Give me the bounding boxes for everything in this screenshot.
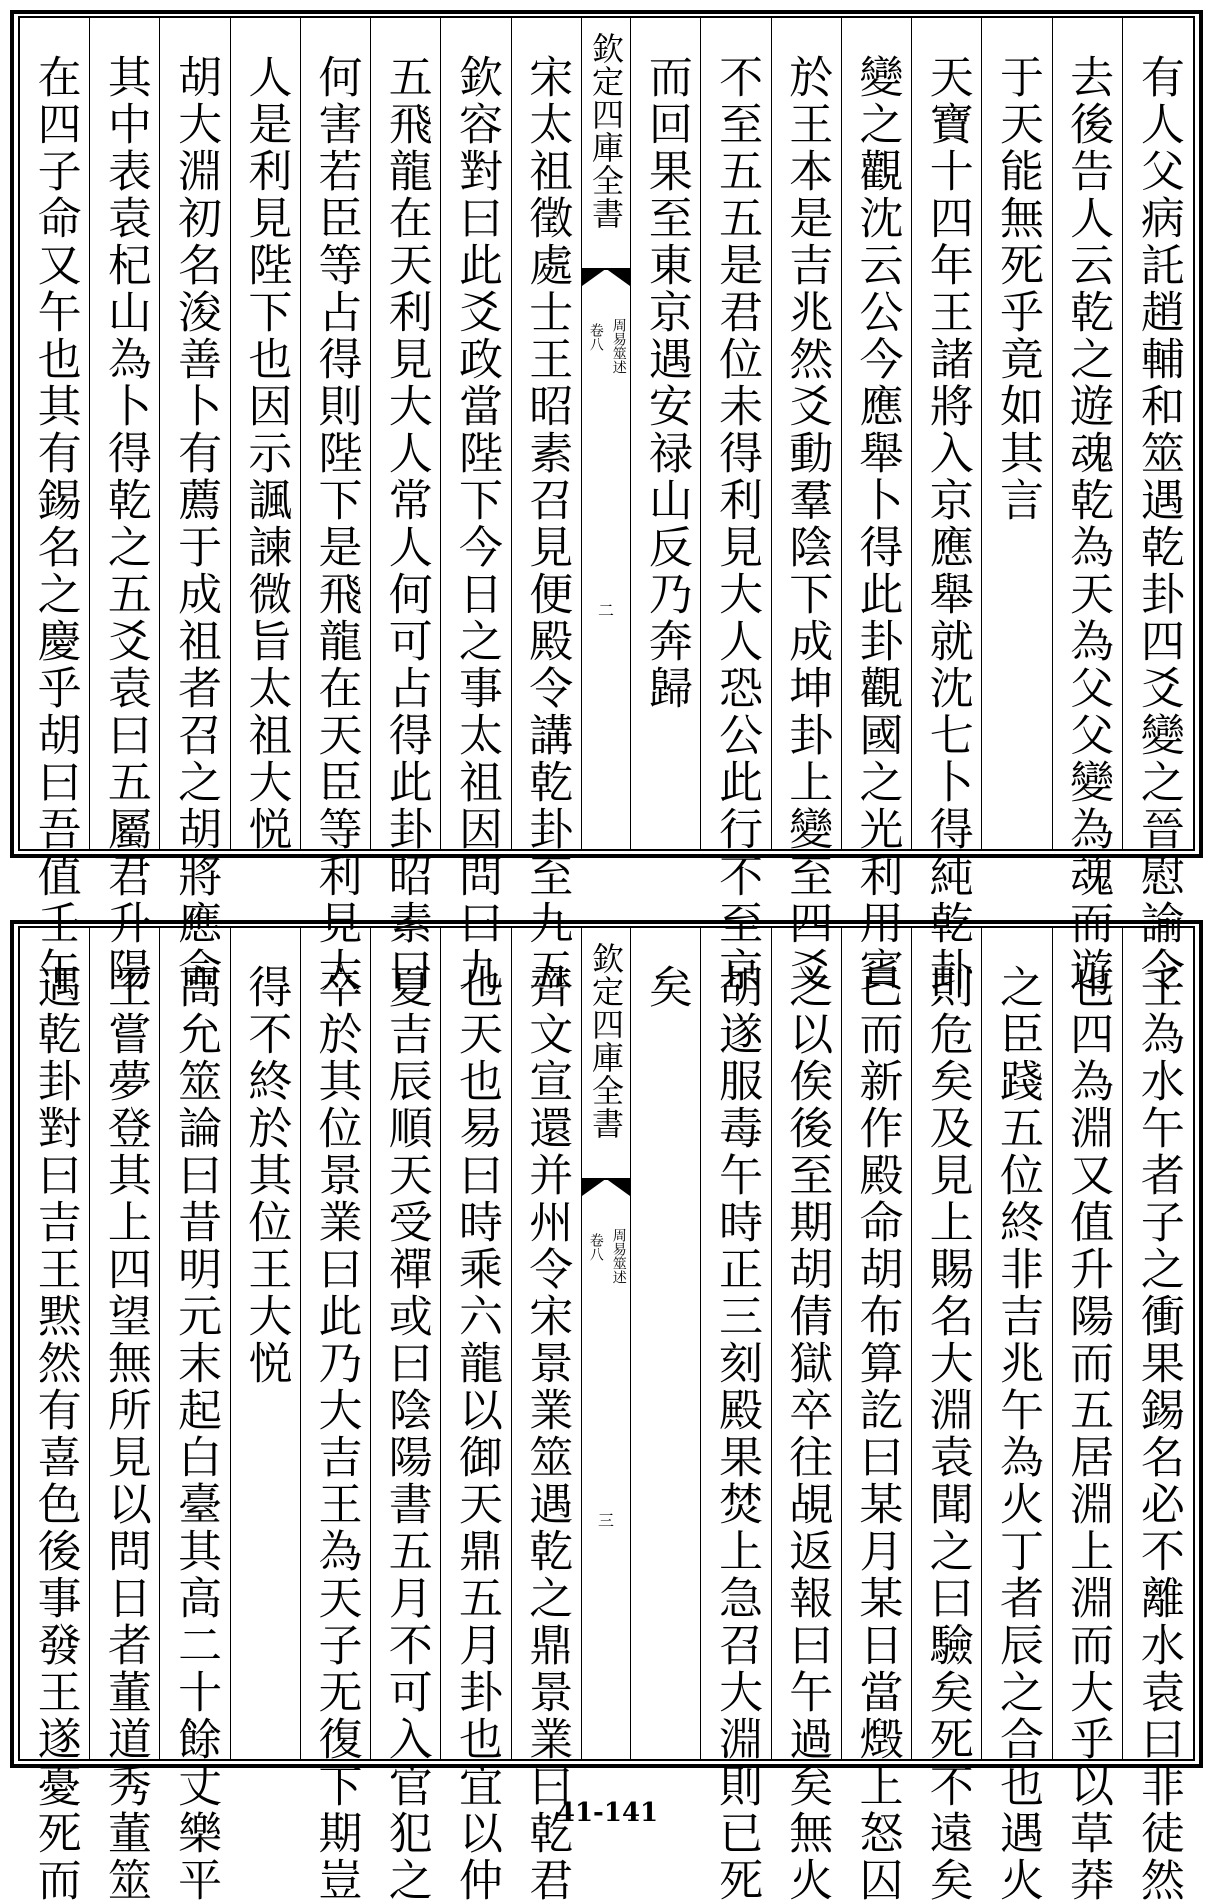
column-text: 王嘗夢登其上四望無所見以問日者董道秀董筮 (99, 964, 151, 1904)
folio-number: 三 (598, 1511, 615, 1530)
text-columns (20, 18, 1193, 994)
column-text: 去後告人云乾之遊魂乾為天為父父變為魂而遊 (1062, 54, 1114, 994)
text-column (912, 18, 982, 994)
column-text: 于天能無死乎竟如其言 (991, 54, 1043, 524)
column-text: 胡遂服毒午時正三刻殿果焚上急召大淵則已死 (711, 964, 763, 1904)
text-column (20, 928, 90, 1904)
text-column (842, 18, 912, 994)
text-column (1053, 928, 1123, 1904)
text-column (701, 928, 771, 1904)
spine-title: 欽定四庫全書 (587, 942, 626, 1140)
column-text: 不至五五是君位未得利見大人恐公此行不至京 (711, 54, 763, 994)
text-column (512, 928, 582, 1904)
text-column (1123, 928, 1193, 1904)
column-text: 也天也易曰時乘六龍以御天鼎五月卦也宜以仲 (450, 964, 502, 1904)
text-column (1053, 18, 1123, 994)
text-column (301, 18, 371, 994)
center-spine (582, 928, 631, 1759)
page-inner-frame (18, 16, 1195, 994)
column-text: 已而新作殿命胡布算訖曰某月某日當燬上怒囚 (851, 964, 903, 1904)
text-column (842, 928, 912, 1904)
text-column (231, 928, 301, 1759)
folio-number: 二 (598, 601, 615, 620)
text-column (772, 928, 842, 1904)
text-column (20, 18, 90, 994)
spine-volume: 卷八 (587, 1233, 604, 1261)
center-spine (582, 18, 631, 849)
column-text: 矣 (640, 964, 692, 1011)
fishtail-mark (582, 268, 630, 320)
spine-volume: 卷八 (587, 323, 604, 351)
text-column (772, 18, 842, 994)
text-column (160, 18, 230, 994)
fishtail-mark (582, 1178, 630, 1230)
spine-title: 欽定四庫全書 (587, 32, 626, 230)
spine-book-title: 周易筮述 (610, 1228, 627, 1284)
column-text: 得不終於其位王大悦 (240, 964, 292, 1387)
column-text: 宋太祖徵處士王昭素召見便殿令講乾卦至九五 (521, 54, 573, 994)
text-column (371, 928, 441, 1904)
column-text: 欽容對曰此爻政當陛下今日之事太祖因問曰九 (450, 54, 502, 994)
text-column (1123, 18, 1193, 994)
column-text: 天寶十四年王諸將入京應舉就沈七卜得純乾卦 (921, 54, 973, 994)
column-text: 之臣踐五位終非吉兆午為火丁者辰之合也遇火 (991, 964, 1043, 1904)
text-column (982, 18, 1052, 849)
text-column (90, 928, 160, 1904)
spine-book-title: 周易筮述 (610, 318, 627, 374)
text-column (90, 18, 160, 994)
column-text: 胡大淵初名浚善卜有薦于成祖者召之胡將應命 (170, 54, 222, 994)
text-column (231, 18, 301, 853)
column-text: 也四為淵又值升陽而五居淵上淵而大乎以草莽 (1062, 964, 1114, 1904)
text-column (160, 928, 230, 1904)
column-text: 壬為水午者子之衝果錫名必不離水袁曰非徒然 (1132, 964, 1184, 1904)
column-text: 於王本是吉兆然爻動羣陰下成坤卦上變至四爻 (781, 54, 833, 994)
text-column (631, 928, 701, 1759)
column-text: 五飛龍在天利見大人常人何可占得此卦昭素曰 (380, 54, 432, 994)
column-text: 遇乾卦對曰吉王黙然有喜色後事發王遂憂死而 (29, 964, 81, 1904)
column-text: 高允筮論曰昔明元末起白臺其高二十餘丈樂平 (170, 964, 222, 1904)
text-column (301, 928, 371, 1904)
text-column (441, 928, 511, 1904)
column-text: 夏吉辰順天受禪或曰陰陽書五月不可入官犯之 (380, 964, 432, 1904)
column-text: 齊文宣還并州令宋景業筮遇乾之鼎景業曰乾君 (521, 964, 573, 1904)
column-text: 人是利見陛下也因示諷諫微旨太祖大悦 (240, 54, 292, 853)
column-text: 其中表袁杞山為卜得乾之五爻袁曰五屬君升陽 (99, 54, 151, 994)
text-column (512, 18, 582, 994)
text-column (701, 18, 771, 994)
text-column (912, 928, 982, 1904)
column-text: 則危矣及見上賜名大淵袁聞之曰驗矣死不遠矣 (921, 964, 973, 1904)
column-text: 在四子命又午也其有錫名之慶乎胡曰吾值壬午 (29, 54, 81, 994)
page-number: 41-141 (556, 1798, 659, 1828)
text-column (441, 18, 511, 994)
column-text: 何害若臣等占得則陛下是飛龍在天臣等利見大 (310, 54, 362, 994)
column-text: 變之觀沈云公今應舉卜得此卦觀國之光利用賓 (851, 54, 903, 994)
text-column (982, 928, 1052, 1904)
column-text: 而回果至東京遇安禄山反乃奔歸 (640, 54, 692, 712)
column-text: 之以俟後至期胡倩獄卒往覘返報曰午過矣無火 (781, 964, 833, 1904)
text-column (371, 18, 441, 994)
text-column (631, 18, 701, 849)
column-text: 有人父病託趙輔和筮遇乾卦四爻變之晉慰諭令 (1132, 54, 1184, 994)
column-text: 卒於其位景業曰此乃大吉王為天子无復下期豈 (310, 964, 362, 1904)
